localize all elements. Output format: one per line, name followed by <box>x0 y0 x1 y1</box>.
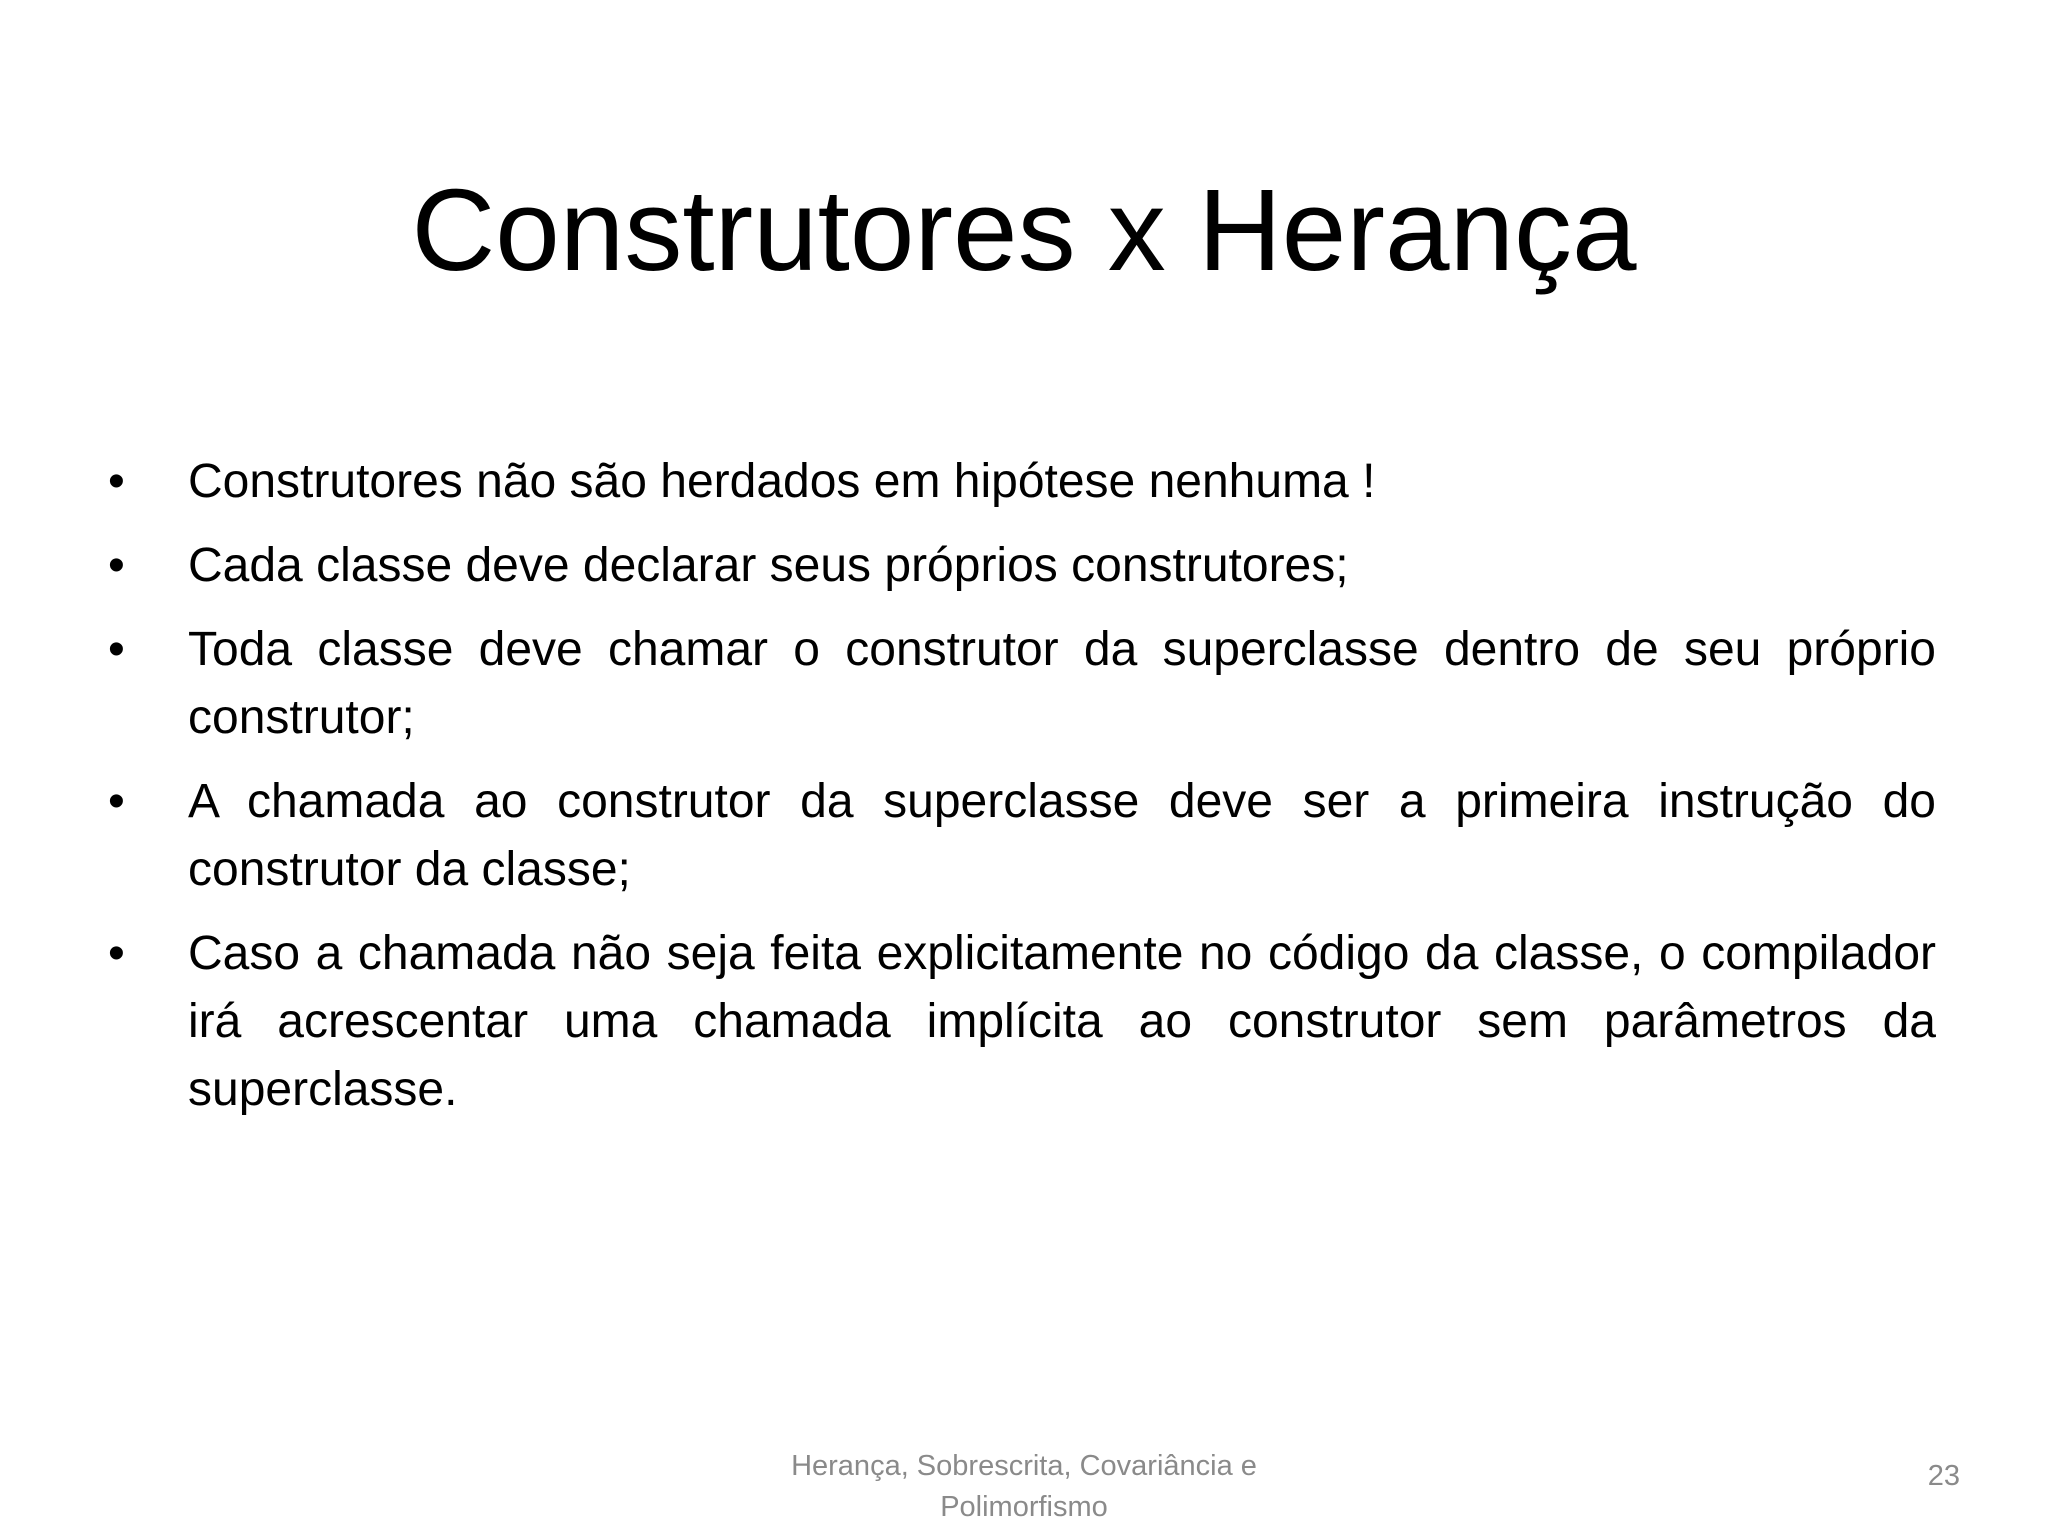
bullet-marker: • <box>108 539 125 592</box>
bullet-item <box>108 448 1936 516</box>
slide-title: Construtores x Herança <box>411 165 1637 295</box>
bullet-marker: • <box>108 775 125 828</box>
bullet-list <box>108 448 1936 1140</box>
bullet-marker: • <box>108 927 125 980</box>
bullet-item <box>108 768 1936 904</box>
bullet-text: Construtores não são herdados em hipótese nenhuma ! <box>188 455 1376 508</box>
bullet-text: Caso a chamada não seja feita explicitamente no código da classe, o compilador irá acrescentar uma chamada implícita ao construtor sem parâmetros da superclasse. <box>188 927 1936 1116</box>
bullet-item <box>108 616 1936 752</box>
bullet-item <box>108 532 1936 600</box>
bullet-marker: • <box>108 455 125 508</box>
bullet-item <box>108 920 1936 1124</box>
footer-line-1: Herança, Sobrescrita, Covariância e <box>791 1450 1257 1482</box>
page-number: 23 <box>1927 1460 1960 1492</box>
bullet-text: A chamada ao construtor da superclasse deve ser a primeira instrução do construtor da classe; <box>188 775 1936 896</box>
bullet-text: Cada classe deve declarar seus próprios construtores; <box>188 539 1349 592</box>
bullet-text: Toda classe deve chamar o construtor da superclasse dentro de seu próprio construtor; <box>188 623 1936 744</box>
footer-line-2: Polimorfismo <box>940 1491 1108 1523</box>
bullet-marker: • <box>108 623 125 676</box>
slide-footer <box>724 1446 1324 1528</box>
